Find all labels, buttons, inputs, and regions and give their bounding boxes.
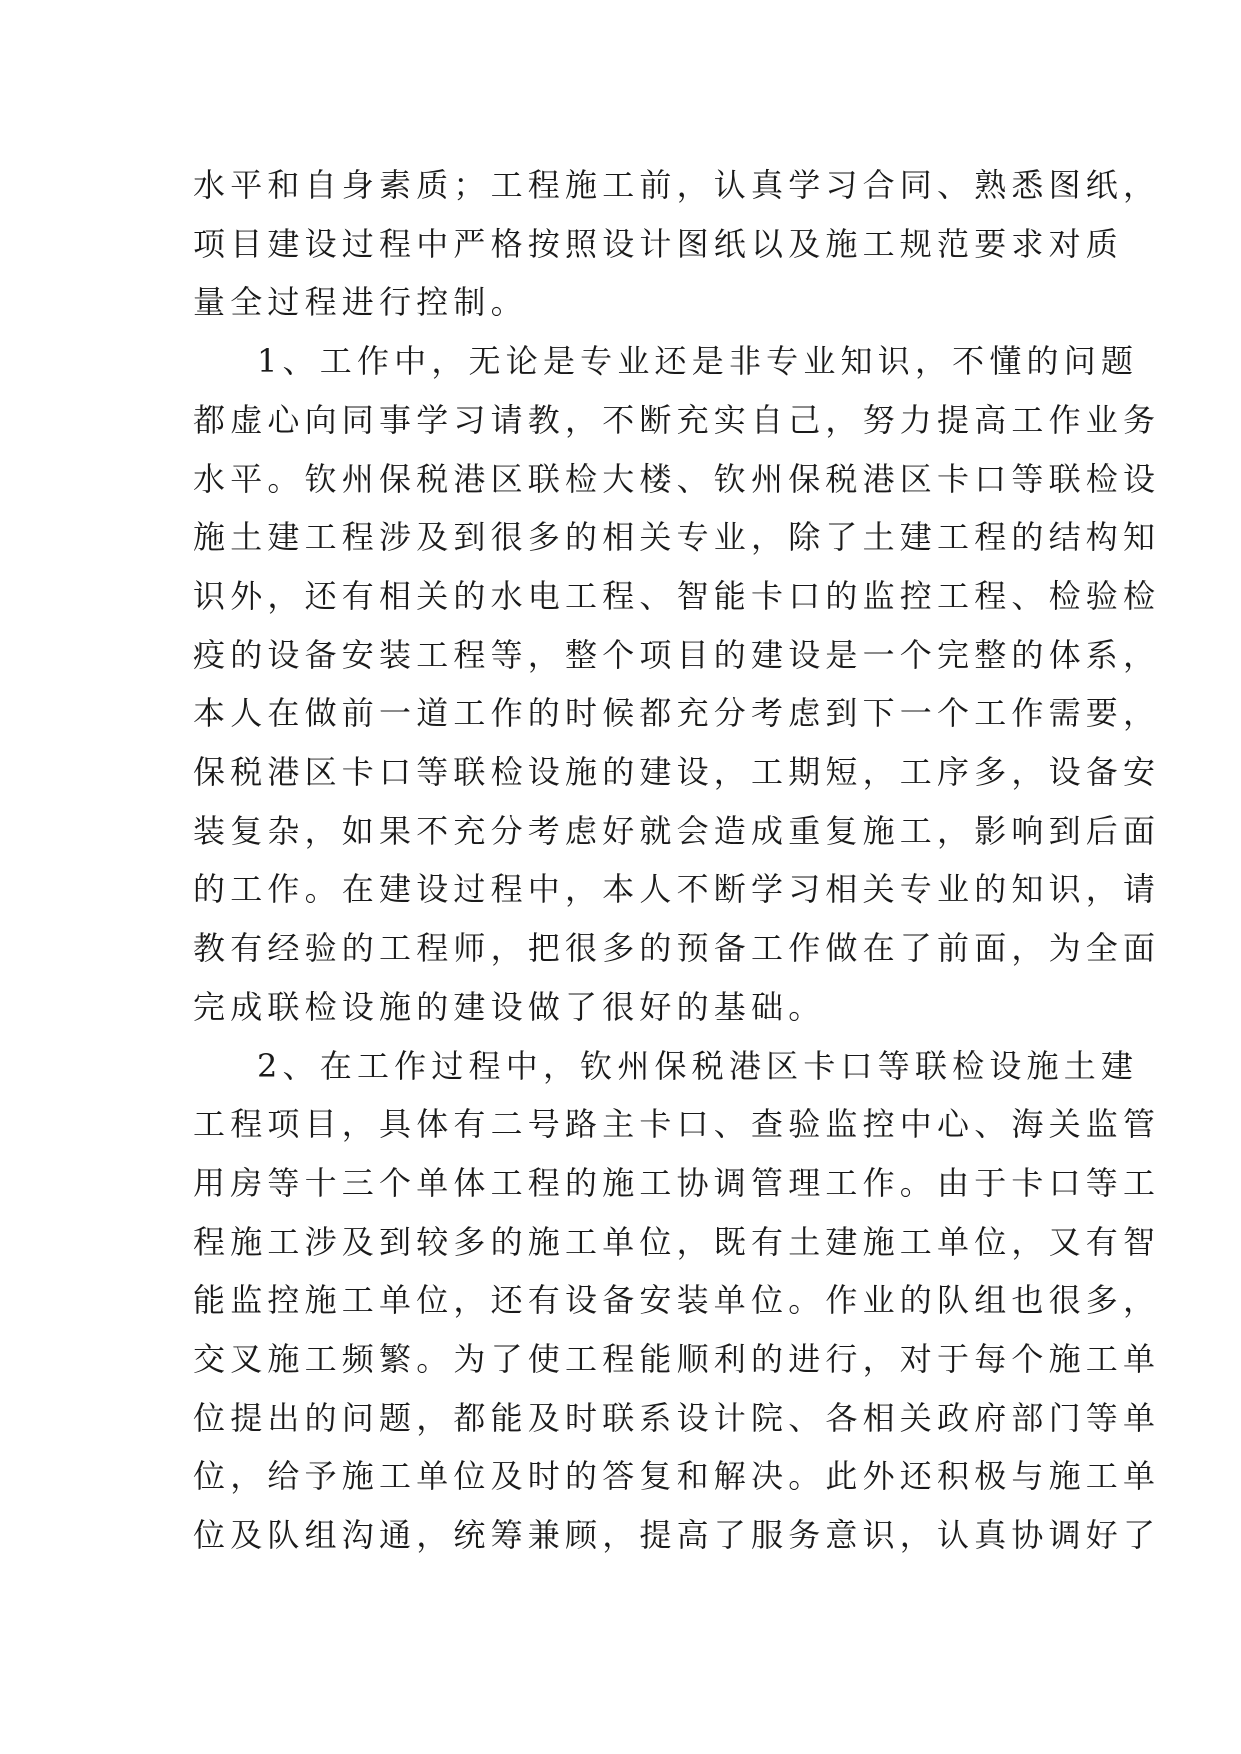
text-line: 保税港区卡口等联检设施的建设，工期短，工序多，设备安 [193,753,1161,792]
text-line: 项目建设过程中严格按照设计图纸以及施工规范要求对质 [193,224,1124,263]
text-line: 完成联检设施的建设做了很好的基础。 [193,987,826,1026]
text-line: 1、工作中，无论是专业还是非专业知识，不懂的问题 [257,342,1139,381]
text-line: 疫的设备安装工程等，整个项目的建设是一个完整的体系， [193,635,1161,674]
text-line: 水平和自身素质；工程施工前，认真学习合同、熟悉图纸， [193,166,1161,204]
text-line: 位及队组沟通，统筹兼顾，提高了服务意识，认真协调好了 [193,1516,1161,1555]
text-line: 识外，还有相关的水电工程、智能卡口的监控工程、检验检 [193,576,1161,615]
text-line: 程施工涉及到较多的施工单位，既有土建施工单位，又有智 [193,1222,1161,1261]
text-line: 2、在工作过程中，钦州保税港区卡口等联检设施土建 [257,1046,1139,1085]
text-line: 教有经验的工程师，把很多的预备工作做在了前面，为全面 [193,929,1161,968]
text-line: 交叉施工频繁。为了使工程能顺利的进行，对于每个施工单 [193,1340,1161,1379]
text-line: 工程项目，具体有二号路主卡口、查验监控中心、海关监管 [193,1105,1161,1144]
paragraph-item-2 [193,1037,1161,1565]
paragraph-continuation [193,156,1161,332]
body-text [193,156,1161,1565]
text-line: 能监控施工单位，还有设备安装单位。作业的队组也很多， [193,1281,1161,1320]
text-line: 施土建工程涉及到很多的相关专业，除了土建工程的结构知 [193,518,1161,557]
text-line: 都虚心向同事学习请教，不断充实自己，努力提高工作业务 [193,400,1161,439]
text-line: 的工作。在建设过程中，本人不断学习相关专业的知识，请 [193,870,1161,909]
text-line: 量全过程进行控制。 [193,283,528,322]
text-line: 用房等十三个单体工程的施工协调管理工作。由于卡口等工 [193,1163,1161,1202]
text-line: 装复杂，如果不充分考虑好就会造成重复施工，影响到后面 [193,811,1161,850]
text-line: 水平。钦州保税港区联检大楼、钦州保税港区卡口等联检设 [193,459,1161,498]
text-line: 本人在做前一道工作的时候都充分考虑到下一个工作需要， [193,694,1161,733]
paragraph-item-1 [193,332,1161,1036]
text-line: 位提出的问题，都能及时联系设计院、各相关政府部门等单 [193,1398,1161,1437]
text-line: 位，给予施工单位及时的答复和解决。此外还积极与施工单 [193,1457,1161,1496]
